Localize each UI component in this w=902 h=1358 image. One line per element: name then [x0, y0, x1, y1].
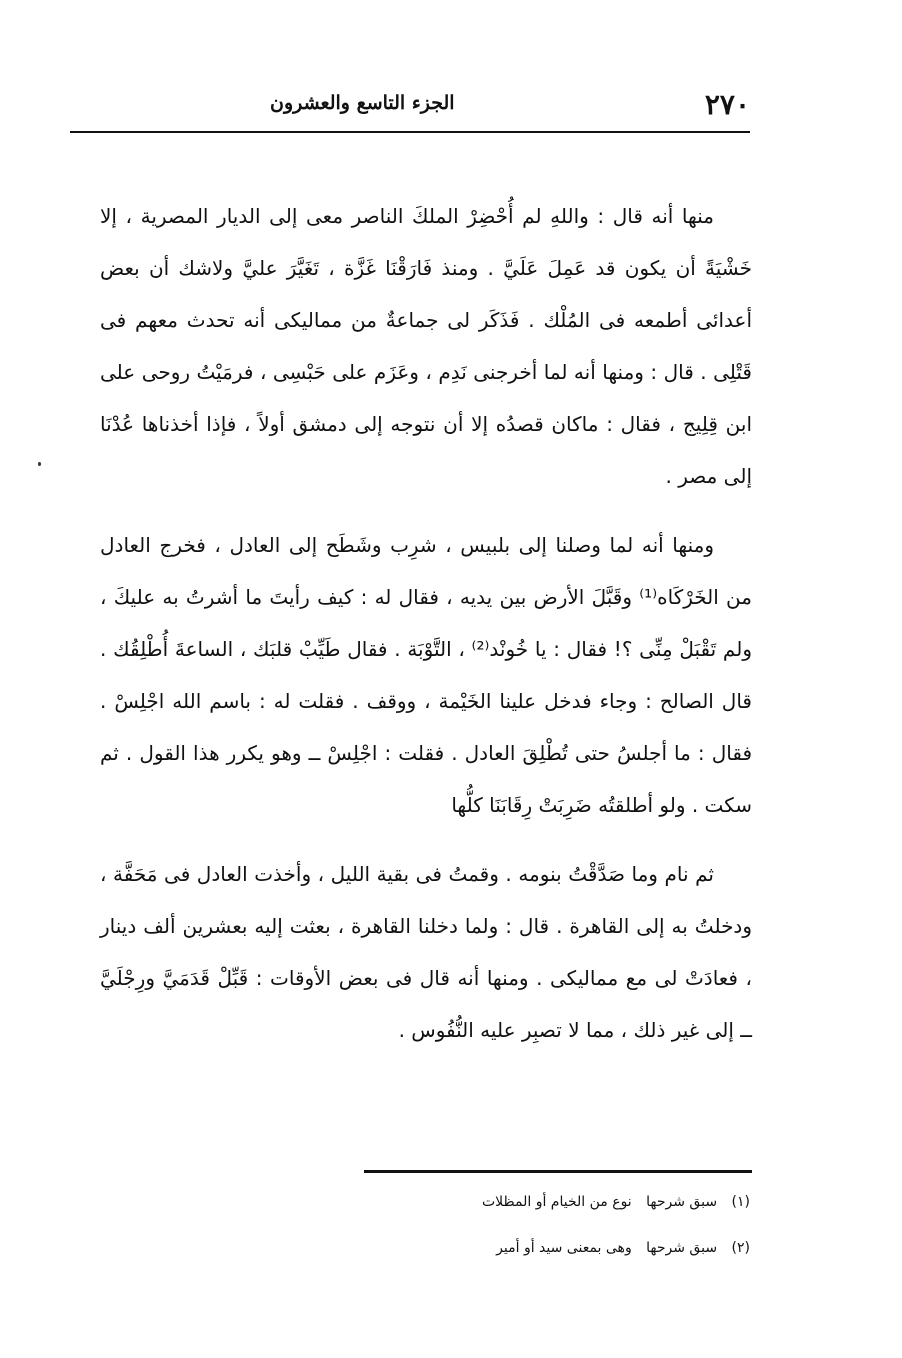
page-header [70, 86, 750, 126]
footnote-text: نوع من الخيام أو المظلات [481, 1194, 632, 1210]
footnote-number: (١) [731, 1194, 750, 1210]
paragraph-1: منها أنه قال : واللهِ لم أُحْضِرْ الملكَ الناصر معى إلى الديار المصرية ، إلا خَشْيَةً أن يكون قد عَمِلَ عَلَيَّ . ومنذ فَارَقْنَا غَزَّة ، تَغَيَّرَ عليَّ ولاشك أن بعض أعدائى أطمعه فى المُلْك . فَذَكَر لى جماعةٌ من مماليكى أنه تحدث معهم فى قَتْلِى . قال : ومنها أنه لما أخرجنى نَدِم ، وعَزَم على حَبْسِى ، فرمَيْتُ روحى على ابن قِلِيج ، فقال : ماكان قصدُه إلا أن نتوجه إلى دمشق أولاً ، فإذا أخذناها عُدْنَا إلى مصر . [100, 204, 752, 488]
footnote-rule [364, 1170, 752, 1173]
paragraph-2: ومنها أنه لما وصلنا إلى بلبيس ، شرِب وشَطَح إلى العادل ، فخرج العادل من الخَرْكَاه⁽¹⁾ وقَبَّلَ الأرض بين يديه ، فقال له : كيف رأيتَ ما أشرتُ به عليكَ ، ولم تَقْبَلْ مِنِّى ؟! فقال : يا خُونْد⁽²⁾ ، التَّوْبَة . فقال طَيِّبْ قلبَك ، الساعةَ أُطْلِقُك . قال الصالح : وجاء فدخل علينا الخَيْمة ، ووقف . فقلت له : باسم الله اجْلِسْ . فقال : ما أجلسُ حتى تُطْلِقَ العادل . فقلت : اجْلِسْ ــ وهو يكرر هذا القول . ثم سكت . ولو أطلقتُه ضَرِبَتْ رِقَابَنَا كلُّها [100, 533, 752, 817]
footnote-label: سبق شرحها [646, 1240, 718, 1256]
footnote-number: (٢) [731, 1240, 750, 1256]
page-number: ٢٧٠ [704, 88, 750, 121]
running-title: الجزء التاسع والعشرون [270, 92, 455, 114]
header-rule [70, 131, 750, 133]
footnote-2 [496, 1240, 750, 1256]
paper-speck [38, 462, 41, 466]
footnote-label: سبق شرحها [646, 1194, 718, 1210]
body-text [100, 190, 752, 1073]
footnote-text: وهى بمعنى سيد أو أمير [496, 1240, 632, 1256]
footnote-1 [482, 1194, 750, 1210]
paragraph-3: ثم نام وما صَدَّقْتُ بنومه . وقمتُ فى بقية الليل ، وأخذت العادل فى مَحَفَّة ، ودخلتُ به إلى القاهرة . قال : ولما دخلنا القاهرة ، بعثت إليه بعشرين ألف دينار ، فعادَتْ لى مع مماليكى . ومنها أنه قال فى بعض الأوقات : قَبِّلْ قَدَمَيَّ ورِجْلَيَّ ــ إلى غير ذلك ، مما لا تصبِر عليه النُّفُوس . [100, 862, 752, 1042]
